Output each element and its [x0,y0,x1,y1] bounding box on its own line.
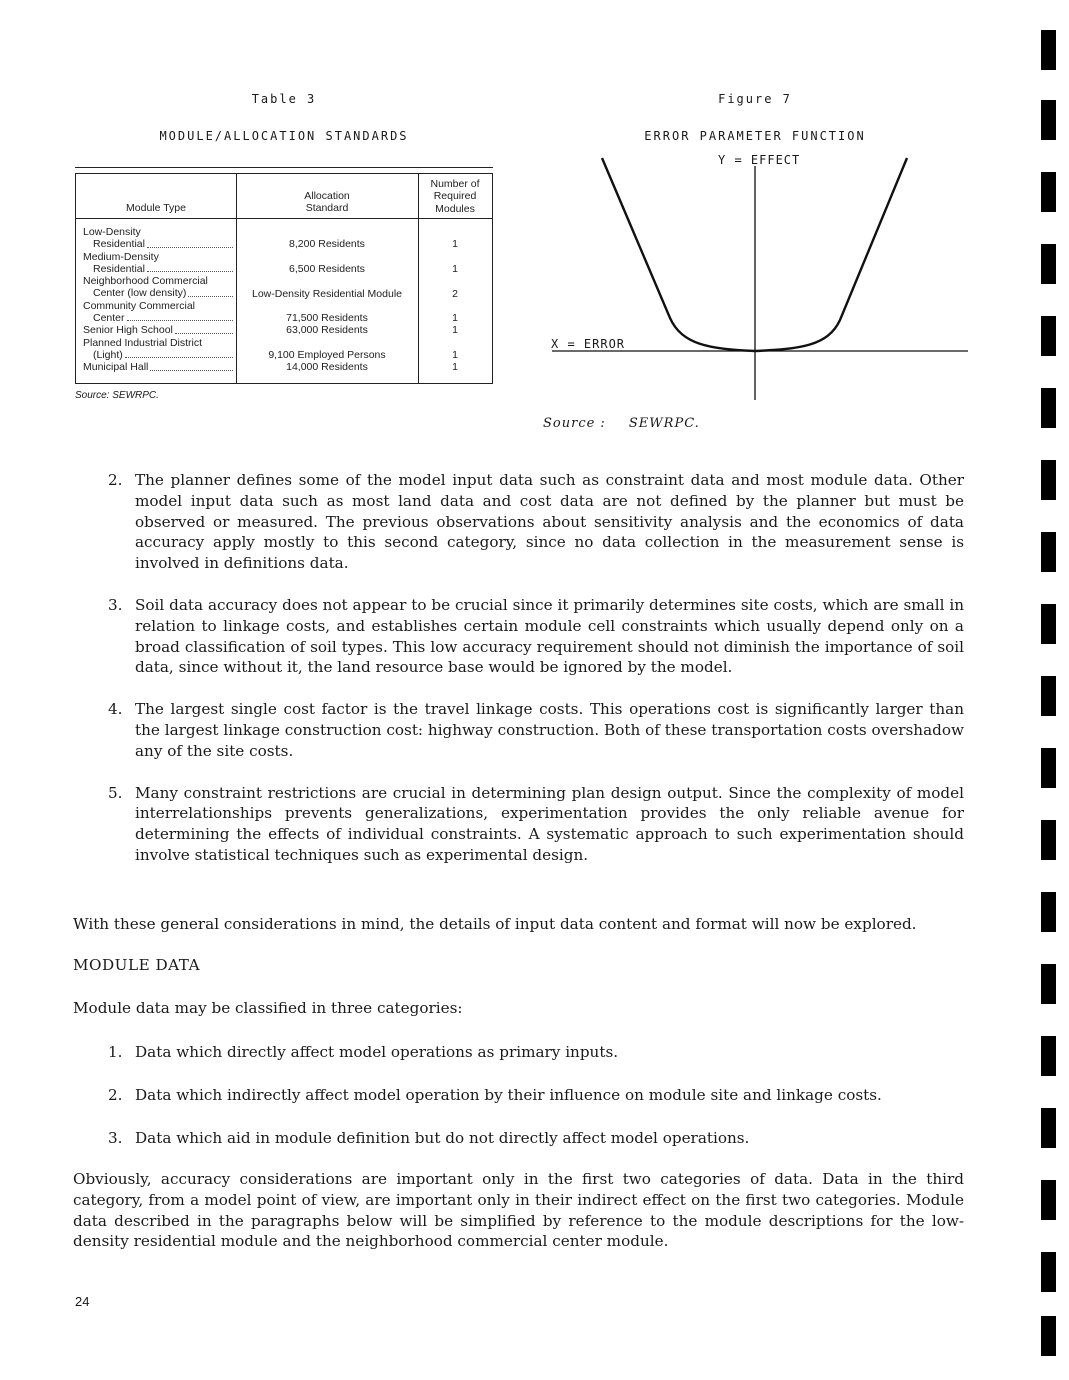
margin-mark [1041,388,1056,428]
module-type-line: Residential [83,263,233,275]
margin-mark [1041,604,1056,644]
module-type-line: Center [83,312,233,324]
considerations-list [108,470,964,866]
margin-mark [1041,100,1056,140]
page-number: 24 [75,1294,90,1309]
list-item: 3. Soil data accuracy does not appear to be crucial since it primarily determines site costs, which are small in relation to linkage costs, and establishes certain module cell constraints which usually depend only on a broad classification of soil types. This low accuracy requirement should not diminish the importance of soil data, since without it, the land resource base would be ignored by the model. [108,595,964,677]
margin-mark [1041,244,1056,284]
module-type-line: Medium-Density [83,250,159,263]
margin-mark [1041,748,1056,788]
required-cell: 1 [452,349,458,361]
margin-mark [1041,1180,1056,1220]
standard-cell: 8,200 Residents [289,238,365,250]
standard-cell: 71,500 Residents [286,312,368,324]
margin-mark [1041,532,1056,572]
categories-list [108,1042,964,1148]
margin-mark [1041,820,1056,860]
list-item: 5. Many constraint restrictions are crucial in determining plan design output. Since the complexity of model interrelationships prevents generalizations, experimentation provides the only reliable avenue for determining the effects of individual constraints. A systematic approach to such experimentation should involve statistical techniques such as experimental design. [108,783,964,864]
list-item: 2. The planner defines some of the model input data such as constraint data and most module data. Other model input data such as most land data and cost data are not defined by the planner but must be observed or measured. The previous observations about sensitivity analysis and the economics of data accuracy apply mostly to this second category, since no data collection in the measurement sense is involved in definitions data. [108,471,964,573]
figure-source-label: Source : [543,416,606,431]
margin-mark [1041,460,1056,500]
margin-mark [1041,1108,1056,1148]
margin-mark [1041,964,1056,1004]
module-type-line: Municipal Hall [83,361,233,373]
margin-mark [1041,30,1056,70]
margin-mark [1041,676,1056,716]
figure-title: ERROR PARAMETER FUNCTION [644,129,866,143]
module-type-line: Low-Density [83,226,141,238]
required-cell: 1 [452,324,458,336]
list-item: 3. Data which aid in module definition but do not directly affect model operations. [108,1128,750,1147]
header-required-modules: Number of Required Modules [430,178,480,215]
module-type-line: (Light) [83,349,233,361]
standard-cell: 14,000 Residents [286,361,368,373]
module-type-line: Residential [83,238,233,250]
list-item: 1. Data which directly affect model operations as primary inputs. [108,1043,619,1061]
header-divider [76,218,492,219]
standard-cell: 9,100 Employed Persons [268,349,386,361]
margin-mark [1041,1316,1056,1356]
header-allocation-standard: Allocation Standard [304,190,350,215]
error-parameter-plot [540,150,980,410]
required-cell: 1 [452,312,458,324]
margin-mark [1041,1252,1056,1292]
y-axis-label: Y = EFFECT [718,153,801,167]
standard-cell: 6,500 Residents [289,263,365,275]
figure-number: Figure 7 [718,92,792,106]
section-heading: MODULE DATA [73,956,201,974]
module-type-line: Senior High School [83,324,233,336]
figure-source [543,412,700,431]
module-type-column [83,226,233,374]
module-allocation-table [75,173,493,384]
standard-cell: Low-Density Residential Module [252,288,402,300]
figure-source-value: SEWRPC. [628,416,700,431]
intro-paragraph: With these general considerations in mind, the details of input data content and format will now be explored. [73,915,917,933]
section-intro: Module data may be classified in three categories: [73,999,463,1017]
required-cell: 2 [452,288,458,300]
module-type-line: Planned Industrial District [83,336,203,349]
x-axis-label: X = ERROR [551,337,626,351]
module-type-line: Center (low density) [83,287,233,299]
margin-mark [1041,1036,1056,1076]
margin-mark [1041,892,1056,932]
table-title: MODULE/ALLOCATION STANDARDS [159,129,409,143]
required-cell: 1 [452,238,458,250]
required-cell: 1 [452,361,458,373]
required-cell: 1 [452,263,458,275]
header-module-type: Module Type [126,202,186,214]
margin-mark [1041,316,1056,356]
closing-paragraph: Obviously, accuracy considerations are important only in the first two categories of data. Data in the third category, from a model point of view, are important only in their indirect effect on the first two categories. Module data described in the paragraphs below will be simplified by reference to the module descriptions for the low-density residential module and the neighborhood commercial center module. [73,1170,964,1251]
margin-mark [1041,172,1056,212]
table-number: Table 3 [251,92,317,106]
module-type-line: Community Commercial [83,299,196,312]
standard-cell: 63,000 Residents [286,324,368,336]
list-item: 2. Data which indirectly affect model operation by their influence on module site and linkage costs. [108,1085,882,1104]
table-top-rule [75,167,493,168]
module-type-line: Neighborhood Commercial [83,275,208,288]
table-source: Source: SEWRPC. [75,390,159,401]
list-item: 4. The largest single cost factor is the travel linkage costs. This operations cost is significantly larger than the largest linkage construction cost: highway construction. Both of these transportation costs overshadow any of the site costs. [108,700,964,760]
